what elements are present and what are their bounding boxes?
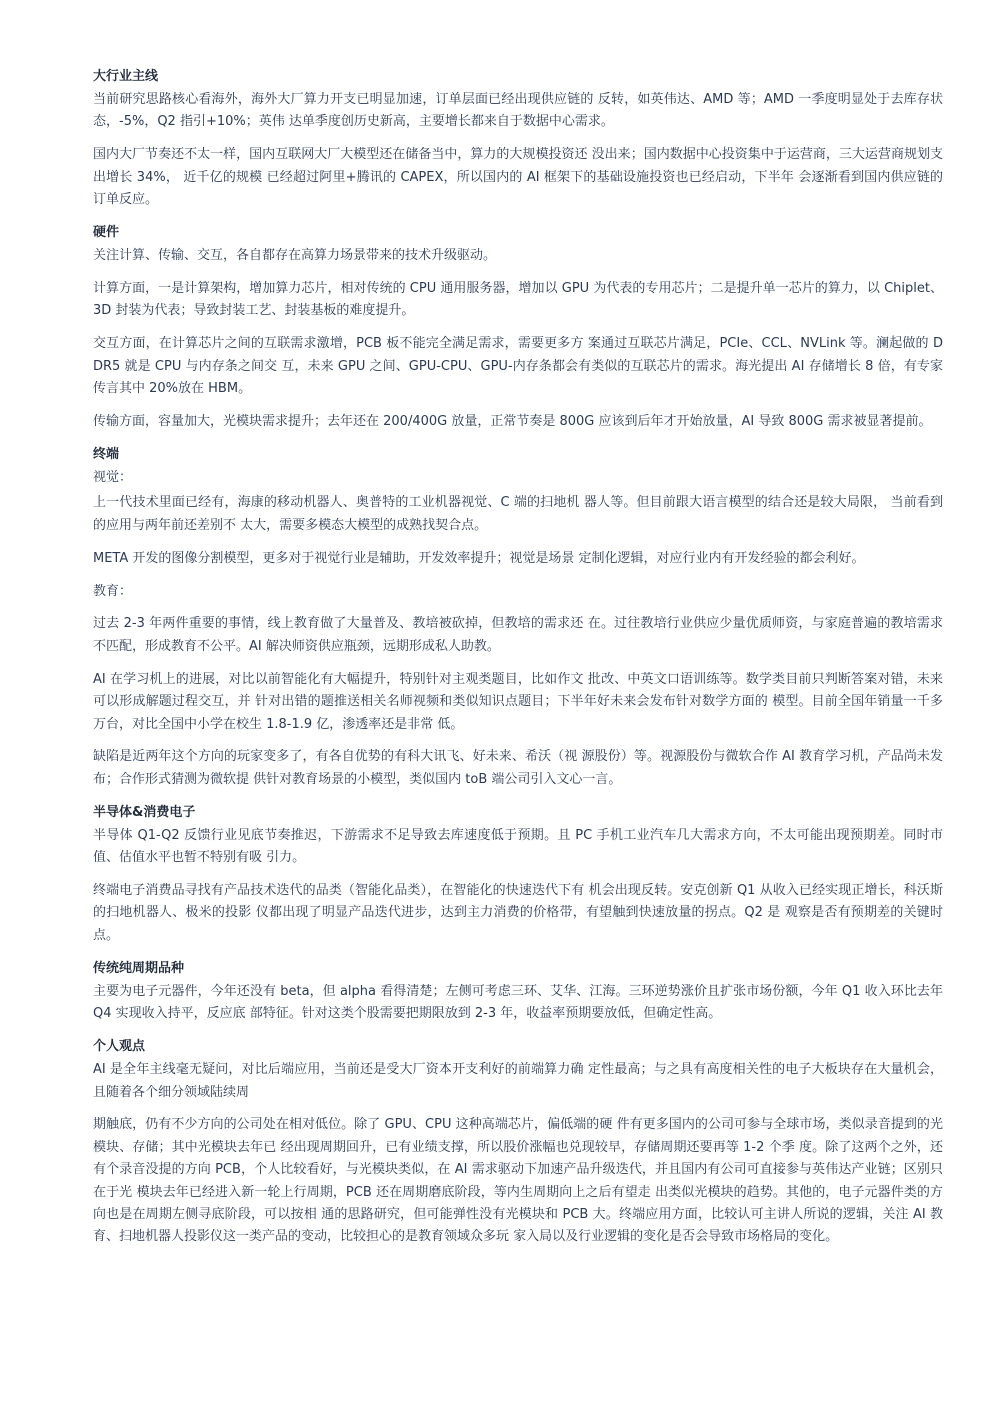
paragraph: 主要为电子元器件，今年还没有 beta，但 alpha 看得清楚；左侧可考虑三环、艾华、江海。三环逆势涨价且扩张市场份额，今年 Q1 收入环比去年 Q4 实现收入持平，反应底 部特征。针对这类个股需要把期限放到 2-3 年，收益率预期要放低，但确定性高。 [93,983,943,1022]
paragraph: 教育： [93,583,133,599]
section-hardware [93,222,943,433]
section-terminal [93,444,943,791]
paragraph: 期触底，仍有不少方向的公司处在相对低位。除了 GPU、CPU 这种高端芯片，偏低端的硬 件有更多国内的公司可参与全球市场，类似录音提到的光模块、存储；其中光模块去年已 经出现周期回升，已有业绩支撑，所以股价涨幅也兑现较早，存储周期还要再等 1-2 个季 度。除了这两个之外，还有个录音没提的方向 PCB，个人比较看好，与光模块类似，在 AI 需求驱动下加速产品升级迭代，并且国内有公司可直接参与英伟达产业链；区别只在于光 模块去年已经进入新一轮上行周期，PCB 还在周期磨底阶段，等内生周期向上之后有望走 出类似光模块的趋势。其他的，电子元器件类的方向也是在周期左侧寻底阶段，可以按相 通的思路研究，但可能弹性没有光模块和 PCB 大。终端应用方面，比较认可主讲人所说的逻辑，关注 AI 教育、扫地机器人投影仪这一类产品的变动，比较担心的是教育领域众多玩 家入局以及行业逻辑的变化是否会导致市场格局的变化。 [93,1117,943,1245]
paragraph: 当前研究思路核心看海外，海外大厂算力开支已明显加速，订单层面已经出现供应链的 反转，如英伟达、AMD 等；AMD 一季度明显处于去库存状态，-5%，Q2 指引+10%；英伟 达单季度创历史新高，主要增长都来自于数据中心需求。 [93,92,943,130]
document-page [93,66,943,1259]
paragraph: 视觉： [93,469,133,485]
paragraph: 计算方面，一是计算架构，增加算力芯片，相对传统的 CPU 通用服务器，增加以 GPU 为代表的专用芯片；二是提升单一芯片的算力，以 Chiplet、3D 封装为代表；导致封装工艺、封装基板的难度提升。 [93,280,943,319]
section-semiconductor-consumer-electronics [93,802,943,948]
section-personal-view [93,1036,943,1249]
paragraph: 过去 2-3 年两件重要的事情，线上教育做了大量普及、教培被砍掉，但教培的需求还 在。过往教培行业供应少量优质师资，与家庭普遍的教培需求不匹配，形成教育不公平。AI 解决师资供应瓶颈，远期形成私人助教。 [93,616,943,654]
paragraph: 上一代技术里面已经有，海康的移动机器人、奥普特的工业机器视觉、C 端的扫地机 器人等。但目前跟大语言模型的结合还是较大局限， 当前看到的应用与两年前还差别不 太大，需要多模态大模型的成熟找契合点。 [93,495,943,533]
section-traditional-cyclical [93,958,943,1026]
paragraph: AI 在学习机上的进展，对比以前智能化有大幅提升，特别针对主观类题目，比如作文 批改、中英文口语训练等。数学类目前只判断答案对错，未来可以形成解题过程交互，并 针对出错的题推送相关名师视频和类似知识点题目；下半年好未来会发布针对数学方面的 模型。目前全国年销量一千多万台，对比全国中小学在校生 1.8-1.9 亿，渗透率还是非常 低。 [93,671,943,732]
section-industry-mainline [93,66,943,212]
paragraph: 交互方面，在计算芯片之间的互联需求激增，PCB 板不能完全满足需求，需要更多方 案通过互联芯片满足，PCIe、CCL、NVLink 等。澜起做的 DDR5 就是 CPU 与内存条之间交 互，未来 GPU 之间、GPU-CPU、GPU-内存条都会有类似的互联芯片的需求。海光提出 AI 存储增长 8 倍，有专家传言其中 20%放在 HBM。 [93,336,943,397]
paragraph: 半导体 Q1-Q2 反馈行业见底节奏推迟，下游需求不足导致去库速度低于预期。且 PC 手机工业汽车几大需求方向，不太可能出现预期差。同时市值、估值水平也暂不特别有吸 引力。 [93,827,943,866]
section-heading: 终端 [93,446,120,462]
paragraph: META 开发的图像分割模型，更多对于视觉行业是辅助，开发效率提升；视觉是场景 定制化逻辑，对应行业内有开发经验的都会利好。 [93,550,865,566]
paragraph: 传输方面，容量加大，光模块需求提升；去年还在 200/400G 放量，正常节奏是 800G 应该到后年才开始放量，AI 导致 800G 需求被显著提前。 [93,413,932,429]
section-heading: 个人观点 [93,1039,146,1055]
paragraph: AI 是全年主线毫无疑问，对比后端应用，当前还是受大厂资本开支利好的前端算力确 定性最高；与之具有高度相关性的电子大板块存在大量机会，且随着各个细分领域陆续周 [93,1062,943,1100]
section-heading: 传统纯周期品种 [93,960,185,976]
paragraph: 缺陷是近两年这个方向的玩家变多了，有各自优势的有科大讯飞、好未来、希沃（视 源股份）等。视源股份与微软合作 AI 教育学习机，产品尚未发布；合作形式猜测为微软提 供针对教育场景的小模型，类似国内 toB 端公司引入文心一言。 [93,749,943,787]
paragraph: 国内大厂节奏还不太一样，国内互联网大厂大模型还在储备当中，算力的大规模投资还 没出来；国内数据中心投资集中于运营商，三大运营商规划支出增长 34%， 近千亿的规模 已经超过阿里+腾讯的 CAPEX，所以国内的 AI 框架下的基础设施投资也已经启动，下半年 会逐渐看到国内供应链的订单反应。 [93,147,943,208]
section-heading: 硬件 [93,225,120,241]
paragraph: 终端电子消费品寻找有产品技术迭代的品类（智能化品类），在智能化的快速迭代下有 机会出现反转。安克创新 Q1 从收入已经实现正增长，科沃斯的扫地机器人、极米的投影 仪都出现了明显产品迭代进步，达到主力消费的价格带，有望触到快速放量的拐点。Q2 是 观察是否有预期差的关键时点。 [93,883,943,943]
section-heading: 大行业主线 [93,69,159,84]
paragraph: 关注计算、传输、交互，各自都存在高算力场景带来的技术升级驱动。 [93,248,497,264]
section-heading: 半导体&消费电子 [93,804,196,820]
